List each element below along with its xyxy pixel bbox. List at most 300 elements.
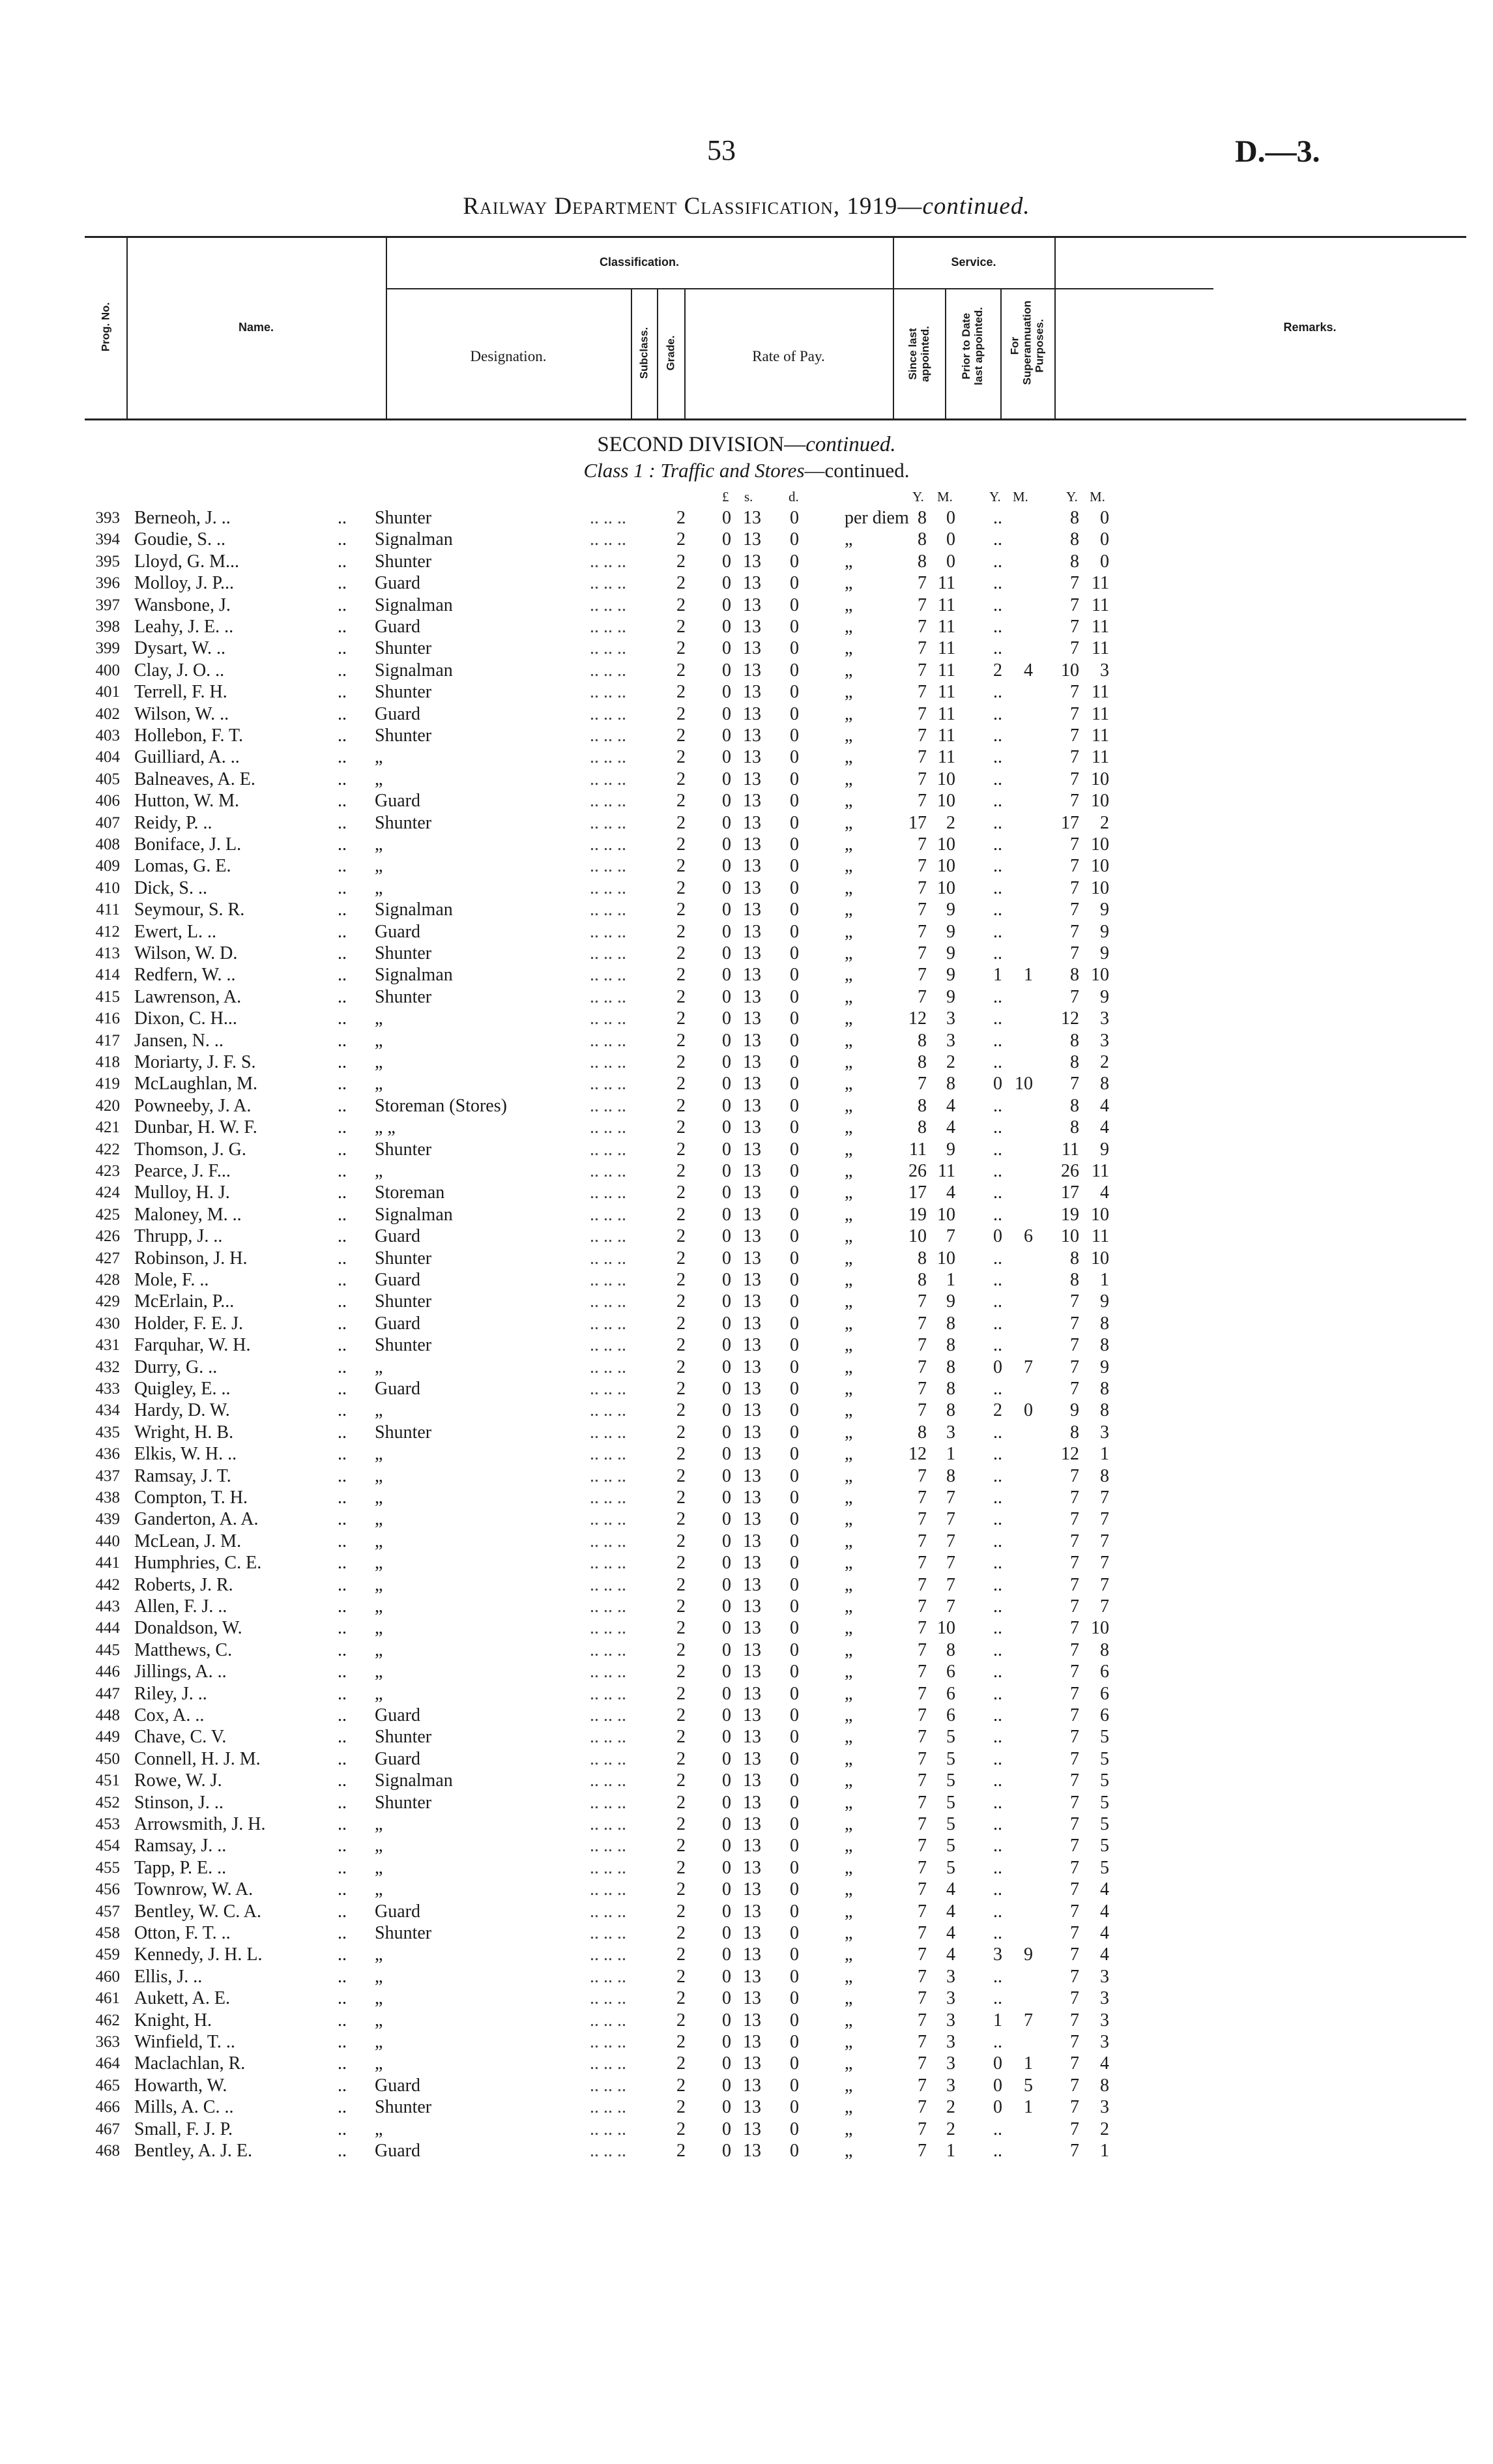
table-row bbox=[0, 2031, 1493, 2053]
cell-y2: .. bbox=[993, 529, 1002, 550]
cell-m3: 7 bbox=[1100, 1488, 1109, 1508]
cell-y2: .. bbox=[993, 2119, 1002, 2139]
table-row bbox=[0, 834, 1493, 855]
page-number: 53 bbox=[707, 134, 736, 166]
cell-m1: 6 bbox=[946, 1705, 955, 1725]
cell-m1: 3 bbox=[946, 2010, 955, 2031]
cell-des: „ bbox=[375, 2119, 383, 2139]
cell-g: 2 bbox=[676, 1639, 686, 1660]
cell-per: „ bbox=[845, 573, 853, 594]
leader-dots: .. .. .. bbox=[590, 1705, 626, 1725]
cell-y1: 7 bbox=[918, 573, 927, 594]
cell-m1: 11 bbox=[938, 594, 955, 615]
cell-l: 0 bbox=[722, 1095, 731, 1116]
cell-per: „ bbox=[845, 1030, 853, 1051]
cell-des: „ bbox=[375, 1857, 383, 1878]
cell-des: Guard bbox=[375, 791, 420, 812]
cell-des: „ bbox=[375, 1052, 383, 1072]
cell-y1: 7 bbox=[918, 2097, 927, 2118]
leader-dots: .. bbox=[338, 2119, 347, 2139]
cell-g: 2 bbox=[676, 1705, 686, 1725]
cell-s: 13 bbox=[743, 1727, 761, 1748]
leader-dots: .. .. .. bbox=[590, 1574, 626, 1595]
cell-des: Shunter bbox=[375, 508, 432, 528]
cell-s: 13 bbox=[743, 1204, 761, 1225]
cell-name: Terrell, F. H. bbox=[134, 682, 227, 703]
table-row bbox=[0, 2140, 1493, 2162]
cell-m3: 3 bbox=[1100, 660, 1109, 681]
cell-y1: 7 bbox=[918, 1357, 927, 1377]
cell-m3: 8 bbox=[1100, 1639, 1109, 1660]
cell-s: 13 bbox=[743, 573, 761, 594]
cell-g: 2 bbox=[676, 1008, 686, 1029]
cell-m2: 7 bbox=[1024, 2010, 1033, 2031]
cell-l: 0 bbox=[722, 1226, 731, 1247]
cell-m1: 5 bbox=[946, 1836, 955, 1856]
leader-dots: .. .. .. bbox=[590, 1553, 626, 1574]
cell-g: 2 bbox=[676, 1379, 686, 1399]
cell-des: „ bbox=[375, 1400, 383, 1421]
cell-y1: 8 bbox=[918, 551, 927, 572]
cell-m1: 3 bbox=[946, 1966, 955, 1987]
table-row bbox=[0, 769, 1493, 790]
cell-m1: 5 bbox=[946, 1792, 955, 1813]
leader-dots: .. bbox=[338, 1030, 347, 1051]
table-row bbox=[0, 1313, 1493, 1334]
leader-dots: .. .. .. bbox=[590, 617, 626, 637]
cell-y2: .. bbox=[993, 1422, 1002, 1443]
cell-no: 454 bbox=[95, 1837, 120, 1855]
cell-y2: .. bbox=[993, 638, 1002, 659]
leader-dots: .. bbox=[338, 1966, 347, 1987]
cell-l: 0 bbox=[722, 1379, 731, 1399]
cell-m1: 10 bbox=[937, 791, 955, 812]
cell-s: 13 bbox=[743, 1944, 761, 1965]
leader-dots: .. bbox=[338, 1683, 347, 1704]
cell-g: 2 bbox=[676, 1313, 686, 1334]
cell-s: 13 bbox=[743, 1792, 761, 1813]
cell-des: Shunter bbox=[375, 1792, 432, 1813]
cell-s: 13 bbox=[743, 1052, 761, 1072]
cell-g: 2 bbox=[676, 1291, 686, 1312]
cell-d: 0 bbox=[790, 1531, 799, 1551]
cell-per: „ bbox=[845, 769, 853, 789]
cell-per: „ bbox=[845, 1335, 853, 1356]
cell-y2: .. bbox=[993, 834, 1002, 855]
cell-y3: 7 bbox=[1070, 1727, 1079, 1748]
cell-name: Moriarty, J. F. S. bbox=[134, 1052, 256, 1072]
cell-y2: 0 bbox=[993, 2075, 1002, 2096]
leader-dots: .. .. .. bbox=[590, 1139, 626, 1160]
cell-des: „ bbox=[375, 2053, 383, 2074]
leader-dots: .. .. .. bbox=[590, 2075, 626, 2096]
cell-y3: 12 bbox=[1061, 1008, 1079, 1029]
cell-g: 2 bbox=[676, 1095, 686, 1116]
cell-d: 0 bbox=[790, 551, 799, 572]
cell-s: 13 bbox=[743, 1509, 761, 1530]
leader-dots: .. .. .. bbox=[590, 1879, 626, 1900]
table-row bbox=[0, 812, 1493, 834]
cell-y1: 7 bbox=[918, 594, 927, 615]
name-header: Name. bbox=[238, 321, 274, 334]
table-row bbox=[0, 1117, 1493, 1138]
cell-per: „ bbox=[845, 2097, 853, 2118]
cell-g: 2 bbox=[676, 2075, 686, 2096]
cell-m2: 9 bbox=[1024, 1944, 1033, 1965]
cell-y1: 7 bbox=[918, 1509, 927, 1530]
leader-dots: .. bbox=[338, 1117, 347, 1138]
cell-l: 0 bbox=[722, 1923, 731, 1943]
cell-g: 2 bbox=[676, 508, 686, 528]
cell-l: 0 bbox=[722, 1509, 731, 1530]
cell-y1: 7 bbox=[918, 1966, 927, 1987]
cell-y1: 7 bbox=[918, 1335, 927, 1356]
cell-name: Farquhar, W. H. bbox=[134, 1335, 251, 1356]
leader-dots: .. .. .. bbox=[590, 1944, 626, 1965]
cell-des: Guard bbox=[375, 1313, 420, 1334]
cell-s: 13 bbox=[743, 877, 761, 898]
cell-s: 13 bbox=[743, 2075, 761, 2096]
table-row bbox=[0, 1030, 1493, 1051]
cell-y3: 7 bbox=[1070, 1618, 1079, 1639]
cell-no: 409 bbox=[95, 857, 120, 875]
cell-l: 0 bbox=[722, 508, 731, 528]
cell-no: 422 bbox=[95, 1140, 120, 1158]
cell-m1: 10 bbox=[937, 1248, 955, 1269]
cell-g: 2 bbox=[676, 1814, 686, 1834]
cell-m3: 11 bbox=[1092, 1226, 1109, 1247]
cell-y3: 7 bbox=[1070, 943, 1079, 963]
table-row bbox=[0, 877, 1493, 899]
cell-y3: 7 bbox=[1070, 1923, 1079, 1943]
cell-y1: 7 bbox=[918, 638, 927, 659]
cell-m1: 5 bbox=[946, 1857, 955, 1878]
cell-d: 0 bbox=[790, 1117, 799, 1138]
cell-name: Bentley, W. C. A. bbox=[134, 1901, 261, 1922]
cell-no: 429 bbox=[95, 1293, 120, 1311]
cell-d: 0 bbox=[790, 965, 799, 986]
cell-no: 413 bbox=[95, 945, 120, 962]
cell-m1: 8 bbox=[946, 1465, 955, 1486]
cell-d: 0 bbox=[790, 1574, 799, 1595]
cell-g: 2 bbox=[676, 1074, 686, 1094]
cell-per: „ bbox=[845, 1901, 853, 1922]
cell-y3: 26 bbox=[1061, 1161, 1079, 1181]
cell-y3: 7 bbox=[1070, 2032, 1079, 2052]
leader-dots: .. .. .. bbox=[590, 1291, 626, 1312]
cell-m1: 3 bbox=[946, 2032, 955, 2052]
leader-dots: .. bbox=[338, 1639, 347, 1660]
cell-y1: 7 bbox=[918, 1639, 927, 1660]
cell-l: 0 bbox=[722, 703, 731, 724]
cell-per: „ bbox=[845, 1161, 853, 1181]
cell-g: 2 bbox=[676, 1422, 686, 1443]
cell-no: 417 bbox=[95, 1031, 120, 1049]
cell-s: 13 bbox=[743, 1422, 761, 1443]
cell-y3: 7 bbox=[1070, 617, 1079, 637]
cell-des: „ bbox=[375, 1509, 383, 1530]
table-row bbox=[0, 1944, 1493, 1965]
leader-dots: .. .. .. bbox=[590, 1792, 626, 1813]
cell-m3: 4 bbox=[1100, 2053, 1109, 2074]
cell-name: Lawrenson, A. bbox=[134, 986, 242, 1007]
cell-y2: .. bbox=[993, 726, 1002, 746]
cell-d: 0 bbox=[790, 1291, 799, 1312]
leader-dots: .. bbox=[338, 1879, 347, 1900]
cell-g: 2 bbox=[676, 703, 686, 724]
cell-l: 0 bbox=[722, 921, 731, 942]
cell-name: Lomas, G. E. bbox=[134, 856, 231, 877]
cell-y2: .. bbox=[993, 1988, 1002, 2009]
cell-y2: .. bbox=[993, 1879, 1002, 1900]
leader-dots: .. bbox=[338, 529, 347, 550]
cell-s: 13 bbox=[743, 1270, 761, 1290]
cell-y2: 2 bbox=[993, 1400, 1002, 1421]
leader-dots: .. bbox=[338, 2075, 347, 2096]
cell-per: „ bbox=[845, 703, 853, 724]
cell-s: 13 bbox=[743, 1074, 761, 1094]
cell-g: 2 bbox=[676, 1117, 686, 1138]
cell-per: „ bbox=[845, 638, 853, 659]
cell-y2: .. bbox=[993, 1182, 1002, 1203]
cell-g: 2 bbox=[676, 1139, 686, 1160]
cell-per: „ bbox=[845, 1639, 853, 1660]
cell-y2: .. bbox=[993, 508, 1002, 528]
cell-m3: 3 bbox=[1100, 2010, 1109, 2031]
cell-des: Guard bbox=[375, 1705, 420, 1725]
leader-dots: .. bbox=[338, 1944, 347, 1965]
cell-y2: .. bbox=[993, 1618, 1002, 1639]
cell-y2: .. bbox=[993, 1444, 1002, 1465]
table-row bbox=[0, 1248, 1493, 1269]
cell-m2: 6 bbox=[1024, 1226, 1033, 1247]
cell-des: „ bbox=[375, 1161, 383, 1181]
cell-y2: .. bbox=[993, 1248, 1002, 1269]
cell-g: 2 bbox=[676, 1923, 686, 1943]
leader-dots: .. .. .. bbox=[590, 1008, 626, 1029]
table-row bbox=[0, 1639, 1493, 1661]
cell-no: 434 bbox=[95, 1401, 120, 1420]
cell-name: Aukett, A. E. bbox=[134, 1988, 230, 2009]
cell-y2: .. bbox=[993, 703, 1002, 724]
cell-g: 2 bbox=[676, 1770, 686, 1791]
cell-l: 0 bbox=[722, 1030, 731, 1051]
cell-m3: 3 bbox=[1100, 1008, 1109, 1029]
cell-y3: 7 bbox=[1070, 1531, 1079, 1551]
cell-g: 2 bbox=[676, 1335, 686, 1356]
cell-g: 2 bbox=[676, 834, 686, 855]
cell-d: 0 bbox=[790, 1705, 799, 1725]
cell-d: 0 bbox=[790, 1792, 799, 1813]
cell-per: „ bbox=[845, 1836, 853, 1856]
cell-y3: 7 bbox=[1070, 726, 1079, 746]
cell-per: „ bbox=[845, 1357, 853, 1377]
cell-per: „ bbox=[845, 726, 853, 746]
cell-des: Shunter bbox=[375, 2097, 432, 2118]
cell-no: 462 bbox=[95, 2011, 120, 2029]
cell-s: 13 bbox=[743, 1814, 761, 1834]
cell-per: „ bbox=[845, 1509, 853, 1530]
cell-y1: 7 bbox=[918, 965, 927, 986]
leader-dots: .. bbox=[338, 1095, 347, 1116]
leader-dots: .. .. .. bbox=[590, 2141, 626, 2161]
unit-y1: Y. bbox=[912, 489, 924, 505]
cell-des: Signalman bbox=[375, 594, 453, 615]
cell-s: 13 bbox=[743, 1291, 761, 1312]
cell-g: 2 bbox=[676, 1727, 686, 1748]
cell-l: 0 bbox=[722, 1966, 731, 1987]
cell-per: „ bbox=[845, 877, 853, 898]
cell-m3: 9 bbox=[1100, 921, 1109, 942]
cell-y3: 7 bbox=[1070, 856, 1079, 877]
leader-dots: .. bbox=[338, 508, 347, 528]
cell-name: Berneoh, J. .. bbox=[134, 508, 231, 528]
cell-l: 0 bbox=[722, 551, 731, 572]
leader-dots: .. bbox=[338, 1052, 347, 1072]
cell-d: 0 bbox=[790, 1465, 799, 1486]
cell-y3: 8 bbox=[1070, 965, 1079, 986]
cell-y2: .. bbox=[993, 1596, 1002, 1617]
cell-per: „ bbox=[845, 1488, 853, 1508]
cell-d: 0 bbox=[790, 1509, 799, 1530]
cell-m3: 8 bbox=[1100, 1313, 1109, 1334]
cell-per: „ bbox=[845, 856, 853, 877]
cell-name: Riley, J. .. bbox=[134, 1683, 207, 1704]
table-row bbox=[0, 790, 1493, 812]
cell-y1: 12 bbox=[908, 1444, 927, 1465]
cell-y2: .. bbox=[993, 1139, 1002, 1160]
cell-g: 2 bbox=[676, 1248, 686, 1269]
cell-y2: .. bbox=[993, 2032, 1002, 2052]
cell-d: 0 bbox=[790, 1095, 799, 1116]
leader-dots: .. .. .. bbox=[590, 900, 626, 920]
cell-m3: 8 bbox=[1100, 1465, 1109, 1486]
cell-m1: 10 bbox=[937, 834, 955, 855]
table-row bbox=[0, 964, 1493, 986]
cell-y2: .. bbox=[993, 1727, 1002, 1748]
cell-y3: 8 bbox=[1070, 1052, 1079, 1072]
since-last-header: Since last appointed. bbox=[906, 326, 931, 382]
cell-m2: 4 bbox=[1024, 660, 1033, 681]
cell-s: 13 bbox=[743, 2097, 761, 2118]
cell-d: 0 bbox=[790, 1335, 799, 1356]
cell-l: 0 bbox=[722, 660, 731, 681]
cell-y3: 7 bbox=[1070, 1596, 1079, 1617]
cell-no: 421 bbox=[95, 1119, 120, 1137]
cell-y3: 7 bbox=[1070, 1748, 1079, 1769]
cell-l: 0 bbox=[722, 1944, 731, 1965]
cell-no: 430 bbox=[95, 1314, 120, 1332]
cell-des: Shunter bbox=[375, 551, 432, 572]
cell-l: 0 bbox=[722, 769, 731, 789]
leader-dots: .. .. .. bbox=[590, 1379, 626, 1399]
leader-dots: .. .. .. bbox=[590, 703, 626, 724]
cell-y3: 8 bbox=[1070, 1117, 1079, 1138]
table-row bbox=[0, 1966, 1493, 1987]
division-title-continued: continued. bbox=[805, 433, 896, 456]
cell-per: „ bbox=[845, 1204, 853, 1225]
cell-l: 0 bbox=[722, 1836, 731, 1856]
cell-y3: 7 bbox=[1070, 1488, 1079, 1508]
cell-des: „ bbox=[375, 1836, 383, 1856]
cell-l: 0 bbox=[722, 900, 731, 920]
cell-des: „ bbox=[375, 769, 383, 789]
cell-m1: 6 bbox=[946, 1662, 955, 1682]
cell-m1: 4 bbox=[946, 1117, 955, 1138]
cell-y1: 7 bbox=[918, 1792, 927, 1813]
cell-des: Guard bbox=[375, 703, 420, 724]
cell-m1: 9 bbox=[946, 900, 955, 920]
cell-y1: 19 bbox=[908, 1204, 927, 1225]
cell-y1: 7 bbox=[918, 921, 927, 942]
cell-name: Jansen, N. .. bbox=[134, 1030, 224, 1051]
cell-no: 433 bbox=[95, 1380, 120, 1398]
cell-y3: 7 bbox=[1070, 2010, 1079, 2031]
cell-m1: 8 bbox=[946, 1335, 955, 1356]
cell-m1: 2 bbox=[946, 812, 955, 833]
leader-dots: .. .. .. bbox=[590, 573, 626, 594]
cell-l: 0 bbox=[722, 573, 731, 594]
cell-d: 0 bbox=[790, 747, 799, 768]
superannuation-header: For Superannuation Purposes. bbox=[1008, 301, 1046, 385]
cell-name: Seymour, S. R. bbox=[134, 900, 245, 920]
cell-des: „ bbox=[375, 877, 383, 898]
cell-des: Shunter bbox=[375, 682, 432, 703]
leader-dots: .. bbox=[338, 1792, 347, 1813]
leader-dots: .. .. .. bbox=[590, 1531, 626, 1551]
cell-des: Shunter bbox=[375, 726, 432, 746]
cell-name: Boniface, J. L. bbox=[134, 834, 242, 855]
cell-g: 2 bbox=[676, 856, 686, 877]
cell-des: Guard bbox=[375, 1748, 420, 1769]
cell-m2: 0 bbox=[1024, 1400, 1033, 1421]
cell-y2: .. bbox=[993, 1509, 1002, 1530]
cell-s: 13 bbox=[743, 529, 761, 550]
cell-m1: 3 bbox=[946, 2053, 955, 2074]
cell-y3: 7 bbox=[1070, 1379, 1079, 1399]
cell-name: Dick, S. .. bbox=[134, 877, 207, 898]
cell-name: Ramsay, J. .. bbox=[134, 1836, 227, 1856]
leader-dots: .. .. .. bbox=[590, 1465, 626, 1486]
unit-shilling: s. bbox=[744, 489, 753, 505]
cell-per: „ bbox=[845, 1226, 853, 1247]
leader-dots: .. bbox=[338, 1400, 347, 1421]
cell-y1: 17 bbox=[908, 1182, 927, 1203]
cell-d: 0 bbox=[790, 2010, 799, 2031]
cell-m3: 6 bbox=[1100, 1662, 1109, 1682]
cell-l: 0 bbox=[722, 986, 731, 1007]
cell-m3: 4 bbox=[1100, 1923, 1109, 1943]
subclass-header: Subclass. bbox=[637, 327, 650, 379]
cell-s: 13 bbox=[743, 921, 761, 942]
cell-l: 0 bbox=[722, 1117, 731, 1138]
cell-y1: 7 bbox=[918, 1553, 927, 1574]
leader-dots: .. bbox=[338, 726, 347, 746]
cell-y2: 1 bbox=[993, 965, 1002, 986]
cell-d: 0 bbox=[790, 2119, 799, 2139]
cell-des: „ „ bbox=[375, 1117, 396, 1138]
table-row bbox=[0, 725, 1493, 746]
cell-s: 13 bbox=[743, 1335, 761, 1356]
leader-dots: .. .. .. bbox=[590, 1683, 626, 1704]
cell-name: Dixon, C. H... bbox=[134, 1008, 237, 1029]
cell-des: Shunter bbox=[375, 1248, 432, 1269]
cell-y1: 7 bbox=[918, 1618, 927, 1639]
cell-name: Wansbone, J. bbox=[134, 594, 231, 615]
cell-per: „ bbox=[845, 1400, 853, 1421]
cell-l: 0 bbox=[722, 1400, 731, 1421]
cell-l: 0 bbox=[722, 1618, 731, 1639]
